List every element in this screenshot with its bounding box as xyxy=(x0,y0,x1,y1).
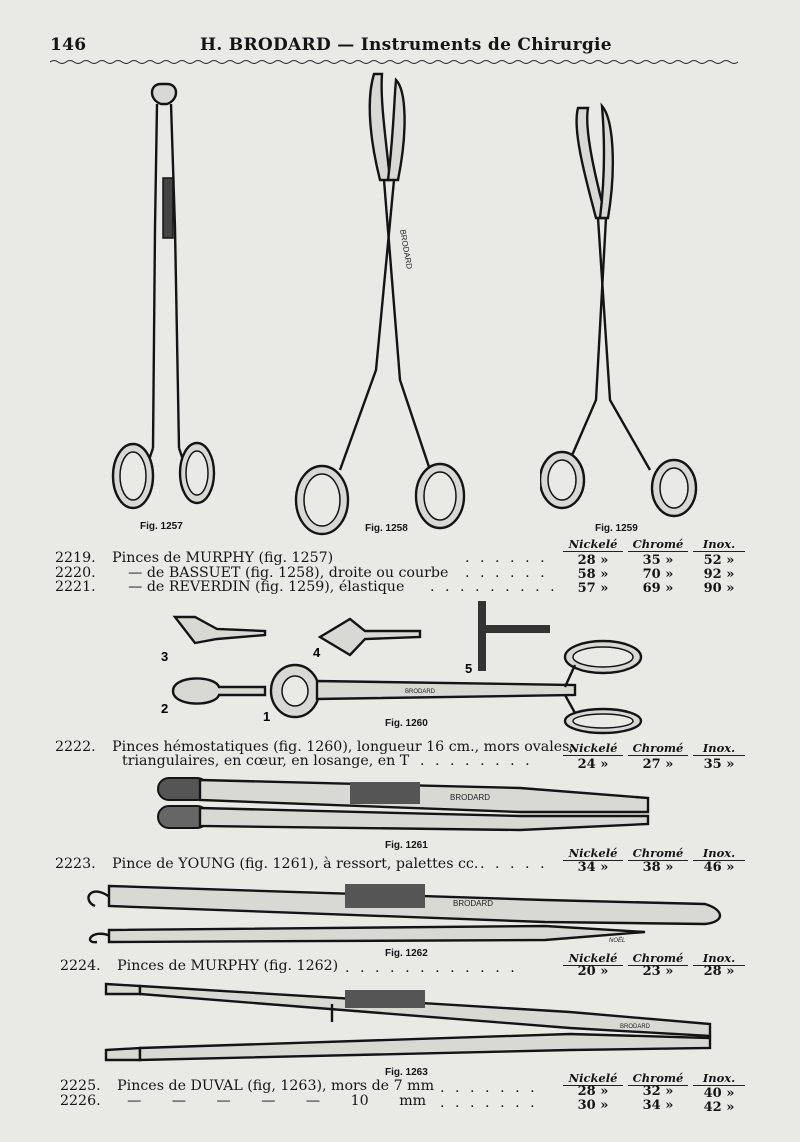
price-2224-nickele: 20 » xyxy=(577,964,609,979)
entry-text: Pince de YOUNG (fig. 1261), à ressort, palettes cc. xyxy=(112,856,479,872)
price-2225-inox: 40 » xyxy=(703,1086,735,1101)
caption-fig-1257: Fig. 1257 xyxy=(140,521,183,532)
forceps-murphy-illustration xyxy=(105,78,225,518)
price-2219-nickele: 28 » xyxy=(577,553,609,568)
entry-text: — de BASSUET (fig. 1258), droite ou courbe xyxy=(128,565,449,581)
column-header-inox: Inox. xyxy=(693,951,745,966)
price-2222-inox: 35 » xyxy=(703,757,735,772)
price-2223-inox: 46 » xyxy=(703,860,735,875)
jaw-label-5: 5 xyxy=(465,661,473,676)
murphy-tissue-forceps-illustration xyxy=(85,876,730,956)
price-2219-chrome: 35 » xyxy=(642,553,674,568)
entry-2219 xyxy=(55,551,333,566)
price-2222-chrome: 27 » xyxy=(642,757,674,772)
price-2224-chrome: 23 » xyxy=(642,964,674,979)
entry-2223 xyxy=(55,857,478,872)
column-header-chrome: Chromé xyxy=(628,951,688,966)
price-2226-nickele: 30 » xyxy=(577,1098,609,1113)
entry-2221 xyxy=(55,580,404,595)
column-header-inox: Inox. xyxy=(693,537,745,552)
price-2221-chrome: 69 » xyxy=(642,581,674,596)
column-header-nickele: Nickelé xyxy=(563,951,623,966)
leader-dots: . . . . . . . . xyxy=(420,753,533,769)
leader-dots: . . . . . . . . . . . . xyxy=(345,960,518,976)
engraving-brand-text: BRODARD xyxy=(453,899,494,908)
entry-text: Pinces hémostatiques (fig. 1260), longueur 16 cm., mors ovales, xyxy=(112,739,574,755)
price-2223-nickele: 34 » xyxy=(577,860,609,875)
leader-dots: . . . . . . xyxy=(465,565,548,581)
forceps-bassuet-illustration xyxy=(290,70,480,540)
entry-text: Pinces de MURPHY (fig. 1262) xyxy=(117,958,339,974)
price-2219-inox: 52 » xyxy=(703,553,735,568)
jaw-label-4: 4 xyxy=(313,645,321,660)
price-2220-inox: 92 » xyxy=(703,567,735,582)
entry-number: 2219. xyxy=(55,550,96,566)
price-2226-inox: 42 » xyxy=(703,1100,735,1115)
price-2223-chrome: 38 » xyxy=(642,860,674,875)
price-2225-chrome: 32 » xyxy=(642,1084,674,1099)
page-number: 146 xyxy=(50,35,87,55)
price-2226-chrome: 34 » xyxy=(642,1098,674,1113)
column-header-chrome: Chromé xyxy=(628,741,688,756)
engraving-brand-text: BRODARD xyxy=(450,793,491,802)
column-header-inox: Inox. xyxy=(693,741,745,756)
entry-2226 xyxy=(60,1094,426,1109)
leader-dots: . . . . . . xyxy=(465,550,548,566)
price-2224-inox: 28 » xyxy=(703,964,735,979)
column-header-nickele: Nickelé xyxy=(563,537,623,552)
leader-dots: . . . . . . . . . xyxy=(430,579,558,595)
entry-2224 xyxy=(60,959,338,974)
column-header-nickele: Nickelé xyxy=(563,1071,623,1086)
caption-fig-1261: Fig. 1261 xyxy=(385,840,428,851)
price-2220-chrome: 70 » xyxy=(642,567,674,582)
column-header-inox: Inox. xyxy=(693,846,745,861)
jaw-label-3: 3 xyxy=(161,649,169,664)
column-header-inox: Inox. xyxy=(693,1071,745,1086)
duval-forceps-illustration xyxy=(100,978,720,1068)
price-2221-nickele: 57 » xyxy=(577,581,609,596)
engraving-brand-text: BRODARD xyxy=(398,228,414,270)
column-header-nickele: Nickelé xyxy=(563,846,623,861)
entry-number: 2226. xyxy=(60,1093,101,1109)
entry-2222-line2: triangulaires, en cœur, en losange, en T xyxy=(122,753,410,769)
entry-number: 2221. xyxy=(55,579,96,595)
caption-fig-1260: Fig. 1260 xyxy=(385,718,428,729)
caption-fig-1263: Fig. 1263 xyxy=(385,1067,428,1078)
page-title: H. BRODARD — Instruments de Chirurgie xyxy=(200,35,612,55)
entry-2225 xyxy=(60,1079,434,1094)
hemostatic-forceps-illustration xyxy=(155,595,655,735)
caption-fig-1258: Fig. 1258 xyxy=(365,523,408,534)
column-header-nickele: Nickelé xyxy=(563,741,623,756)
price-2222-nickele: 24 » xyxy=(577,757,609,772)
jaw-label-2: 2 xyxy=(161,701,169,716)
column-header-chrome: Chromé xyxy=(628,1071,688,1086)
column-header-chrome: Chromé xyxy=(628,537,688,552)
jaw-label-1: 1 xyxy=(263,709,271,724)
entry-number: 2225. xyxy=(60,1078,101,1094)
price-2221-inox: 90 » xyxy=(703,581,735,596)
engraving-brand-text: BRODARD xyxy=(405,689,436,695)
entry-number: 2223. xyxy=(55,856,96,872)
entry-number: 2224. xyxy=(60,958,101,974)
leader-dots: . . . . . . . xyxy=(440,1080,538,1096)
entry-number: 2222. xyxy=(55,739,96,755)
entry-text: — — — — — 10 mm xyxy=(127,1093,427,1109)
engraver-signature: NOËL xyxy=(609,938,626,944)
entry-text: Pinces de DUVAL (fig, 1263), mors de 7 mm xyxy=(117,1078,435,1094)
engraving-brand-text: BRODARD xyxy=(620,1024,651,1030)
caption-fig-1262: Fig. 1262 xyxy=(385,948,428,959)
leader-dots: . . . . . . . xyxy=(440,1095,538,1111)
header-rule xyxy=(50,59,740,62)
leader-dots: . . . . . xyxy=(480,856,548,872)
caption-fig-1259: Fig. 1259 xyxy=(595,523,638,534)
entry-text: Pinces de MURPHY (fig. 1257) xyxy=(112,550,334,566)
price-2225-nickele: 28 » xyxy=(577,1084,609,1099)
price-2220-nickele: 58 » xyxy=(577,567,609,582)
entry-text: — de REVERDIN (fig. 1259), élastique xyxy=(128,579,405,595)
forceps-reverdin-illustration xyxy=(540,100,710,520)
entry-number: 2220. xyxy=(55,565,96,581)
column-header-chrome: Chromé xyxy=(628,846,688,861)
young-forceps-illustration xyxy=(150,772,660,842)
